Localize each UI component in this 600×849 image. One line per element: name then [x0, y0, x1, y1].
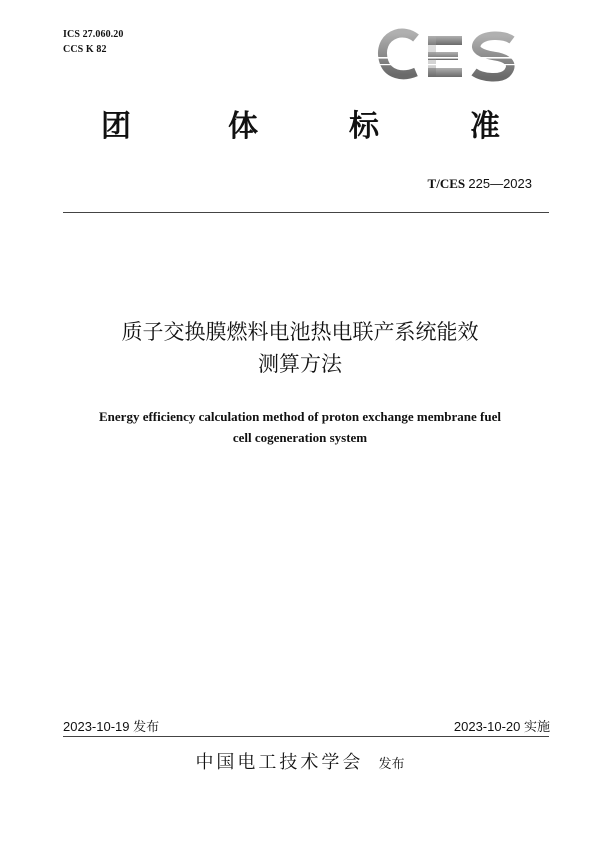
- standard-number-value: 225—2023: [468, 176, 532, 191]
- title-chinese-line2: 测算方法: [258, 352, 342, 376]
- title-chinese-line1: 质子交换膜燃料电池热电联产系统能效: [121, 320, 479, 344]
- issue-date: 2023-10-19 发布: [63, 719, 160, 734]
- ccs-code: CCS K 82: [63, 44, 107, 55]
- top-divider: [63, 212, 549, 213]
- title-english-line2: cell cogeneration system: [232, 430, 368, 445]
- implementation-date: 2023-10-20 实施: [453, 719, 550, 734]
- publisher-label: 发布: [378, 757, 405, 772]
- standard-type-char: 标: [349, 109, 379, 144]
- ics-code: ICS 27.060.20: [63, 29, 124, 40]
- publisher-name: 中国电工技术学会: [195, 752, 364, 773]
- title-english-line1: Energy efficiency calculation method of proton exchange membrane fuel: [99, 409, 501, 424]
- standard-number: [428, 176, 532, 192]
- standard-type-heading: [0, 104, 600, 150]
- standard-number-prefix: T/CES: [427, 176, 466, 191]
- publisher: [0, 748, 600, 774]
- title-english: [0, 406, 600, 448]
- standard-type-char: 团: [101, 109, 131, 144]
- title-chinese: [0, 316, 600, 380]
- standard-type-char: 体: [228, 109, 258, 144]
- standard-type-char: 准: [470, 109, 500, 144]
- ces-logo: [372, 28, 520, 84]
- bottom-divider: [63, 736, 549, 737]
